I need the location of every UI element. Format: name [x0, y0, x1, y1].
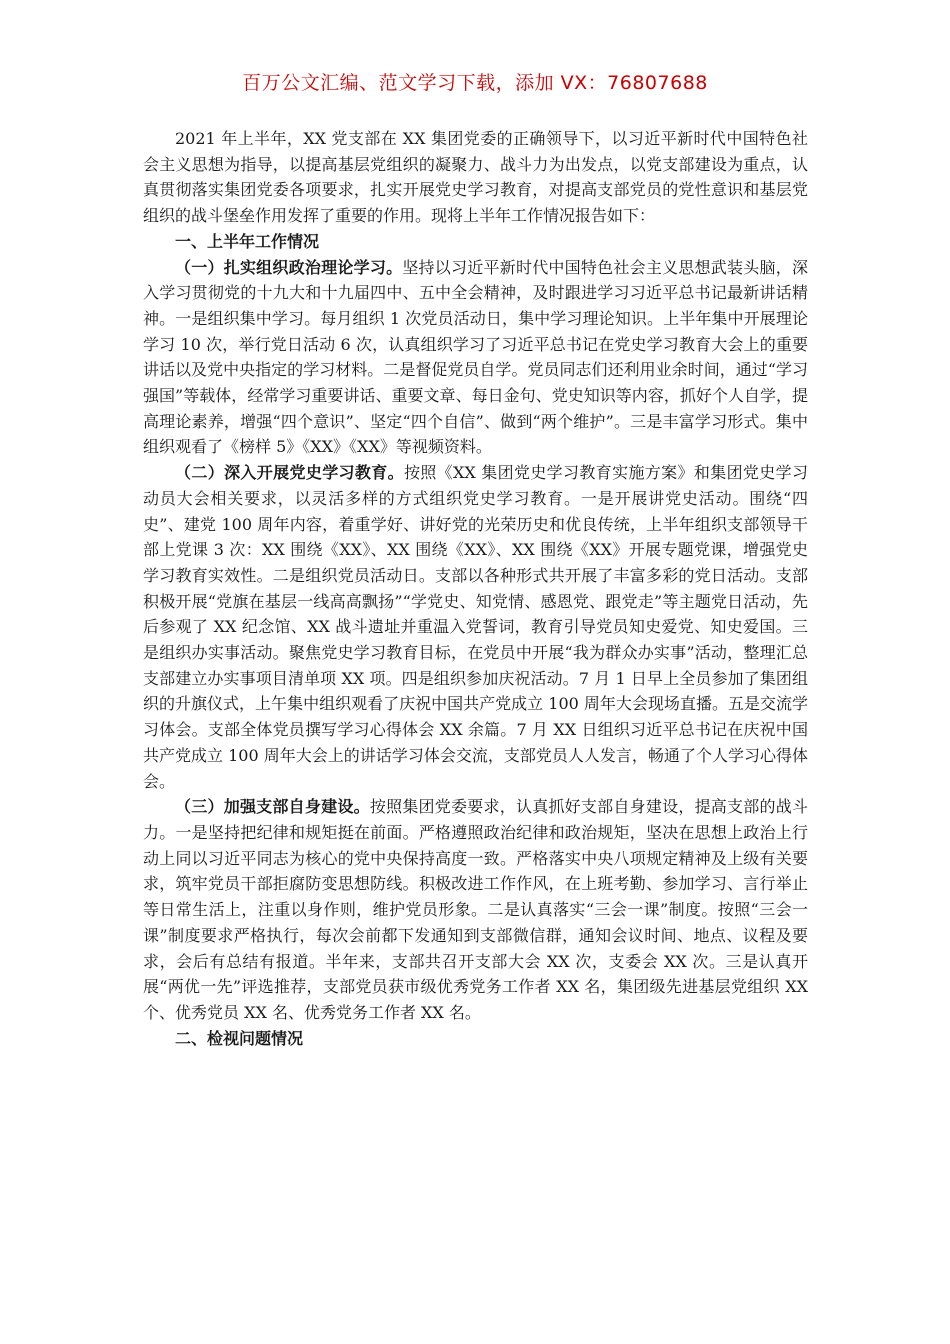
item-text: 坚持以习近平新时代中国特色社会主义思想武装头脑，深入学习贯彻党的十九大和十九届四中、五中全会精神，及时跟进学习习近平总书记最新讲话精神。一是组织集中学习。每月组织 1 次党员活动日，集中学习理论知识。上半年集中开展理论学习 10 次，举行党日活动 6 次，认真组织学习了习近平总书记在党史学习教育大会上的重要讲话以及党中央指定的学习材料。二是督促党员自学。党员同志们还利用业余时间，通过“学习强国”等载体，经常学习重要讲话、重要文章、每日金句、党史知识等内容，抓好个人自学，提高理论素养，增强“四个意识”、坚定“四个自信”、做到“两个维护”。三是丰富学习形式。集中组织观看了《榜样 5》《XX》《XX》等视频资料。 [143, 257, 808, 457]
item-lead: （二）深入开展党史学习教育。 [175, 463, 404, 483]
section1-item-3 [143, 794, 808, 1025]
section1-item-2 [143, 460, 808, 794]
watermark-banner: 百万公文汇编、范文学习下载，添加 VX：76807688 [242, 72, 708, 94]
item-lead: （一）扎实组织政治理论学习。 [175, 257, 403, 277]
section-heading-2: 二、检视问题情况 [175, 1028, 304, 1048]
intro-paragraph: 2021 年上半年，XX 党支部在 XX 集团党委的正确领导下，以习近平新时代中国特色社会主义思想为指导，以提高基层党组织的凝聚力、战斗力为出发点，以党支部建设为重点，认真贯彻落实集团党委各项要求，扎实开展党史学习教育，对提高支部党员的党性意识和基层党组织的战斗堡垒作用发挥了重要的作用。现将上半年工作情况报告如下： [143, 129, 808, 226]
section1-item-1 [143, 255, 808, 461]
item-text: 按照集团党委要求，认真抓好支部自身建设，提高支部的战斗力。一是坚持把纪律和规矩挺在前面。严格遵照政治纪律和政治规矩，坚决在思想上政治上行动上同以习近平同志为核心的党中央保持高度一致。严格落实中央八项规定精神及上级有关要求，筑牢党员干部拒腐防变思想防线。积极改进工作作风，在上班考勤、参加学习、言行举止等日常生活上，注重以身作则，维护党员形象。二是认真落实“三会一课”制度。按照“三会一课”制度要求严格执行，每次会前都下发通知到支部微信群，通知会议时间、地点、议程及要求，会后有总结有报道。半年来，支部共召开支部大会 XX 次，支委会 XX 次。三是认真开展“两优一先”评选推荐，支部党员获市级优秀党务工作者 XX 名，集团级先进基层党组织 XX 个、优秀党员 XX 名、优秀党务工作者 XX 名。 [143, 797, 808, 1022]
item-text: 按照《XX 集团党史学习教育实施方案》和集团党史学习动员大会相关要求，以灵活多样的方式组织党史学习教育。一是开展讲党史活动。围绕“四史”、建党 100 周年内容，着重学好、讲好党的光荣历史和优良传统，上半年组织支部领导干部上党课 3 次：XX 围绕《XX》、XX 围绕《XX》、XX 围绕《XX》开展专题党课，增强党史学习教育实效性。二是组织党员活动日。支部以各种形式共开展了丰富多彩的党日活动。支部积极开展“党旗在基层一线高高飘扬”“学党史、知党情、感恩党、跟党走”等主题党日活动，先后参观了 XX 纪念馆、XX 战斗遗址并重温入党誓词，教育引导党员知史爱党、知史爱国。三是组织办实事活动。聚焦党史学习教育目标，在党员中开展“我为群众办实事”活动，整理汇总支部建立办实事项目清单项 XX 项。四是组织参加庆祝活动。7 月 1 日早上全员参加了集团组织的升旗仪式，上午集中组织观看了庆祝中国共产党成立 100 周年大会现场直播。五是交流学习体会。支部全体党员撰写学习心得体会 XX 余篇。7 月 XX 日组织习近平总书记在庆祝中国共产党成立 100 周年大会上的讲话学习体会交流，支部党员人人发言，畅通了个人学习心得体会。 [143, 463, 808, 791]
item-lead: （三）加强支部自身建设。 [175, 797, 370, 817]
document-body [143, 126, 808, 1051]
section-heading-1: 一、上半年工作情况 [175, 231, 320, 251]
